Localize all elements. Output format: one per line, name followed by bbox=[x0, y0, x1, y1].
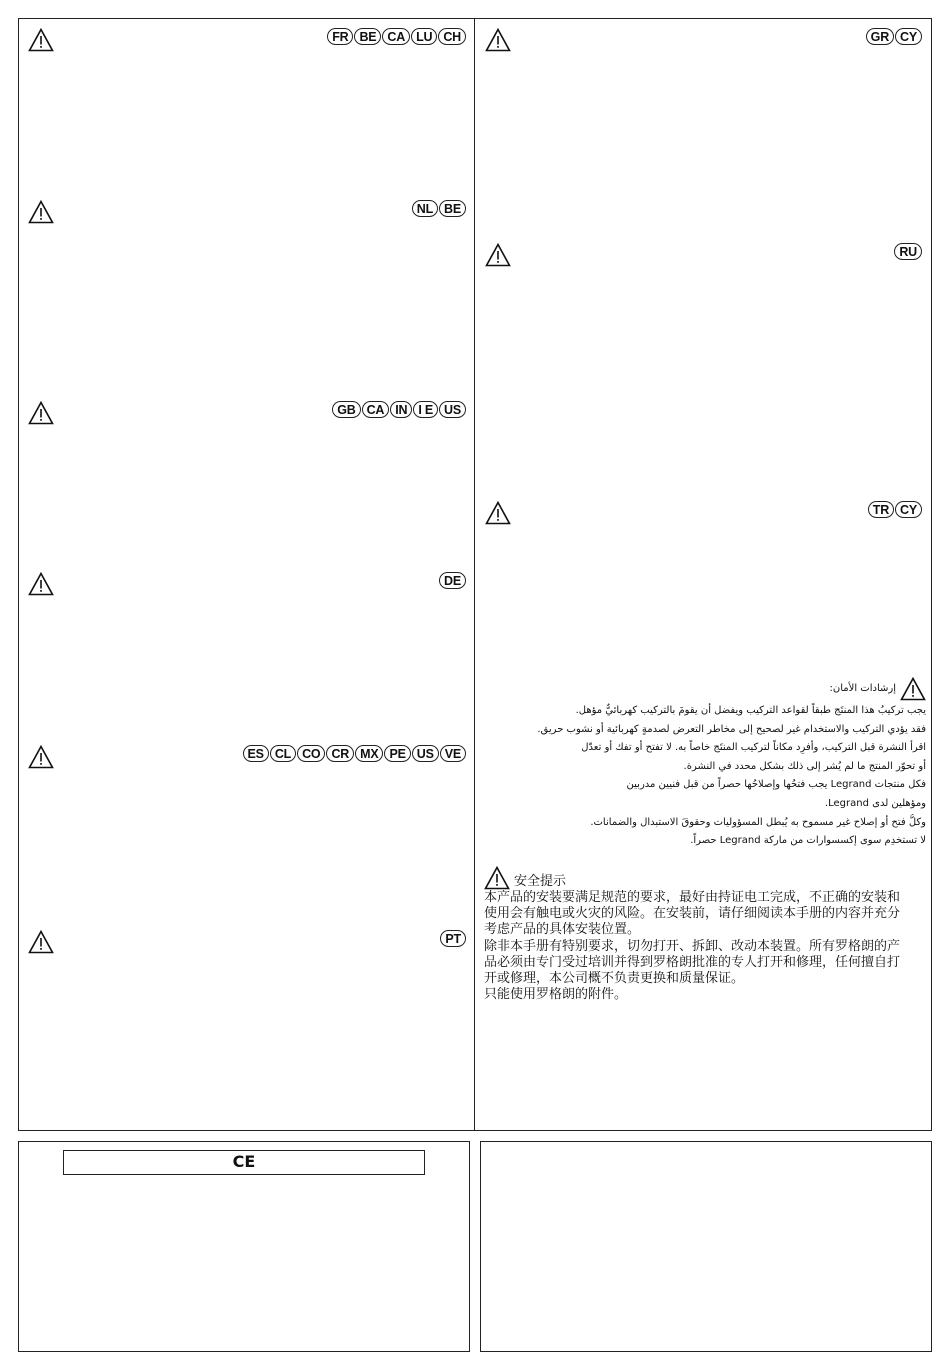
safety-section-nl bbox=[28, 200, 466, 234]
arabic-line: وكلُّ فتح أو إصلاح غير مسموح به يُبطل المسؤوليات وحقوقَ الاستبدال والضمانات. bbox=[590, 816, 926, 828]
country-badge: PE bbox=[384, 745, 410, 762]
country-badges bbox=[439, 572, 466, 589]
arabic-title: إرشادات الأمان: bbox=[829, 682, 896, 694]
arabic-line: فكل منتجات Legrand يجب فتحُها وإصلاحُها حصراً من قبل فنيين مدربين bbox=[626, 779, 926, 791]
country-badge: US bbox=[412, 745, 439, 762]
country-badges bbox=[327, 28, 466, 45]
safety-section-fr bbox=[28, 28, 466, 62]
country-badges bbox=[894, 243, 922, 260]
country-badge: IN bbox=[390, 401, 412, 418]
safety-section-ru bbox=[485, 243, 922, 277]
arabic-line: لا تستخدِم سوى إكسسوارات من ماركة Legrand حصراً. bbox=[690, 835, 926, 847]
chinese-line: 考虑产品的具体安装位置。 bbox=[484, 922, 641, 938]
warning-icon bbox=[28, 401, 54, 425]
country-badge: BE bbox=[439, 200, 466, 217]
country-badge: FR bbox=[327, 28, 353, 45]
safety-section-tr bbox=[485, 501, 922, 535]
country-badge: CH bbox=[438, 28, 466, 45]
country-badge: CA bbox=[382, 28, 410, 45]
country-badge: CY bbox=[895, 501, 922, 518]
warning-icon bbox=[485, 501, 511, 525]
warning-icon bbox=[28, 200, 54, 224]
ce-mark-box bbox=[63, 1150, 425, 1175]
warning-icon bbox=[28, 745, 54, 769]
arabic-line: اقرأ النشرة قبل التركيب، وأفرِد مكاناً لتركيب المنتَج خاصاً به. لا تفتح أو تفك أو تعدّل bbox=[581, 742, 926, 754]
warning-icon bbox=[28, 28, 54, 52]
country-badge: GR bbox=[866, 28, 894, 45]
arabic-heading bbox=[484, 676, 926, 702]
country-badge: CL bbox=[270, 745, 296, 762]
chinese-line: 除非本手册有特别要求，切勿打开、拆卸、改动本装置。所有罗格朗的产 bbox=[484, 938, 901, 954]
country-badge: TR bbox=[868, 501, 894, 518]
country-badges bbox=[440, 930, 466, 947]
chinese-line: 只能使用罗格朗的附件。 bbox=[484, 987, 628, 1003]
country-badges bbox=[412, 200, 466, 217]
country-badges bbox=[332, 401, 466, 418]
ce-mark: CE bbox=[232, 1152, 256, 1171]
country-badges bbox=[866, 28, 922, 45]
country-badges bbox=[868, 501, 922, 518]
warning-icon bbox=[484, 866, 510, 890]
safety-section-gr bbox=[485, 28, 922, 62]
chinese-heading bbox=[484, 864, 926, 890]
safety-section-es bbox=[28, 745, 466, 779]
country-badge: CY bbox=[895, 28, 922, 45]
country-badge: I E bbox=[413, 401, 438, 418]
chinese-line: 使用会有触电或火灾的风险。在安装前，请仔细阅读本手册的内容并充分 bbox=[484, 906, 901, 922]
safety-section-de bbox=[28, 572, 466, 606]
country-badge: ES bbox=[243, 745, 269, 762]
safety-section-gb bbox=[28, 401, 466, 435]
country-badge: US bbox=[439, 401, 466, 418]
country-badge: NL bbox=[412, 200, 438, 217]
chinese-title: 安全提示 bbox=[514, 873, 567, 889]
country-badge: MX bbox=[355, 745, 383, 762]
country-badge: BE bbox=[354, 28, 381, 45]
warning-icon bbox=[900, 677, 926, 701]
warning-icon bbox=[485, 28, 511, 52]
chinese-line: 开或修理，本公司概不负责更换和质量保证。 bbox=[484, 971, 745, 987]
arabic-line: ومؤهلين لدى Legrand. bbox=[824, 797, 926, 809]
warning-icon bbox=[28, 572, 54, 596]
arabic-line: فقد يؤدي التركيب والاستخدام غير لصحيح إلى مخاطر التعرض لصدمةٍ كهربائية أو نشوب حريق. bbox=[537, 723, 926, 735]
country-badge: CO bbox=[297, 745, 325, 762]
chinese-safety-text bbox=[484, 864, 926, 1003]
arabic-line: يجب تركيبُ هذا المنتَج طبقاً لقواعد التركيب ويفضل أن يقومَ بالتركيب كهربائيٌّ مؤهل. bbox=[575, 705, 926, 716]
chinese-line: 本产品的安装要满足规范的要求，最好由持证电工完成，不正确的安装和 bbox=[484, 890, 901, 905]
bottom-right-panel bbox=[480, 1141, 932, 1352]
warning-icon bbox=[28, 930, 54, 954]
country-badges bbox=[243, 745, 466, 762]
country-badge: CA bbox=[362, 401, 390, 418]
country-badge: DE bbox=[439, 572, 466, 589]
chinese-line: 品必须由专门受过培训并得到罗格朗批准的专人打开和修理，任何擅自打 bbox=[484, 954, 901, 970]
column-divider bbox=[474, 18, 475, 1131]
country-badge: LU bbox=[411, 28, 437, 45]
warning-icon bbox=[485, 243, 511, 267]
arabic-line: أو تحوّر المنتج ما لم يُشر إلى ذلك بشكل محدد في النشرة. bbox=[683, 760, 926, 772]
country-badge: PT bbox=[440, 930, 466, 947]
arabic-safety-text bbox=[484, 676, 926, 851]
safety-section-pt bbox=[28, 930, 466, 964]
country-badge: CR bbox=[326, 745, 354, 762]
country-badge: VE bbox=[440, 745, 466, 762]
country-badge: GB bbox=[332, 401, 360, 418]
country-badge: RU bbox=[894, 243, 922, 260]
